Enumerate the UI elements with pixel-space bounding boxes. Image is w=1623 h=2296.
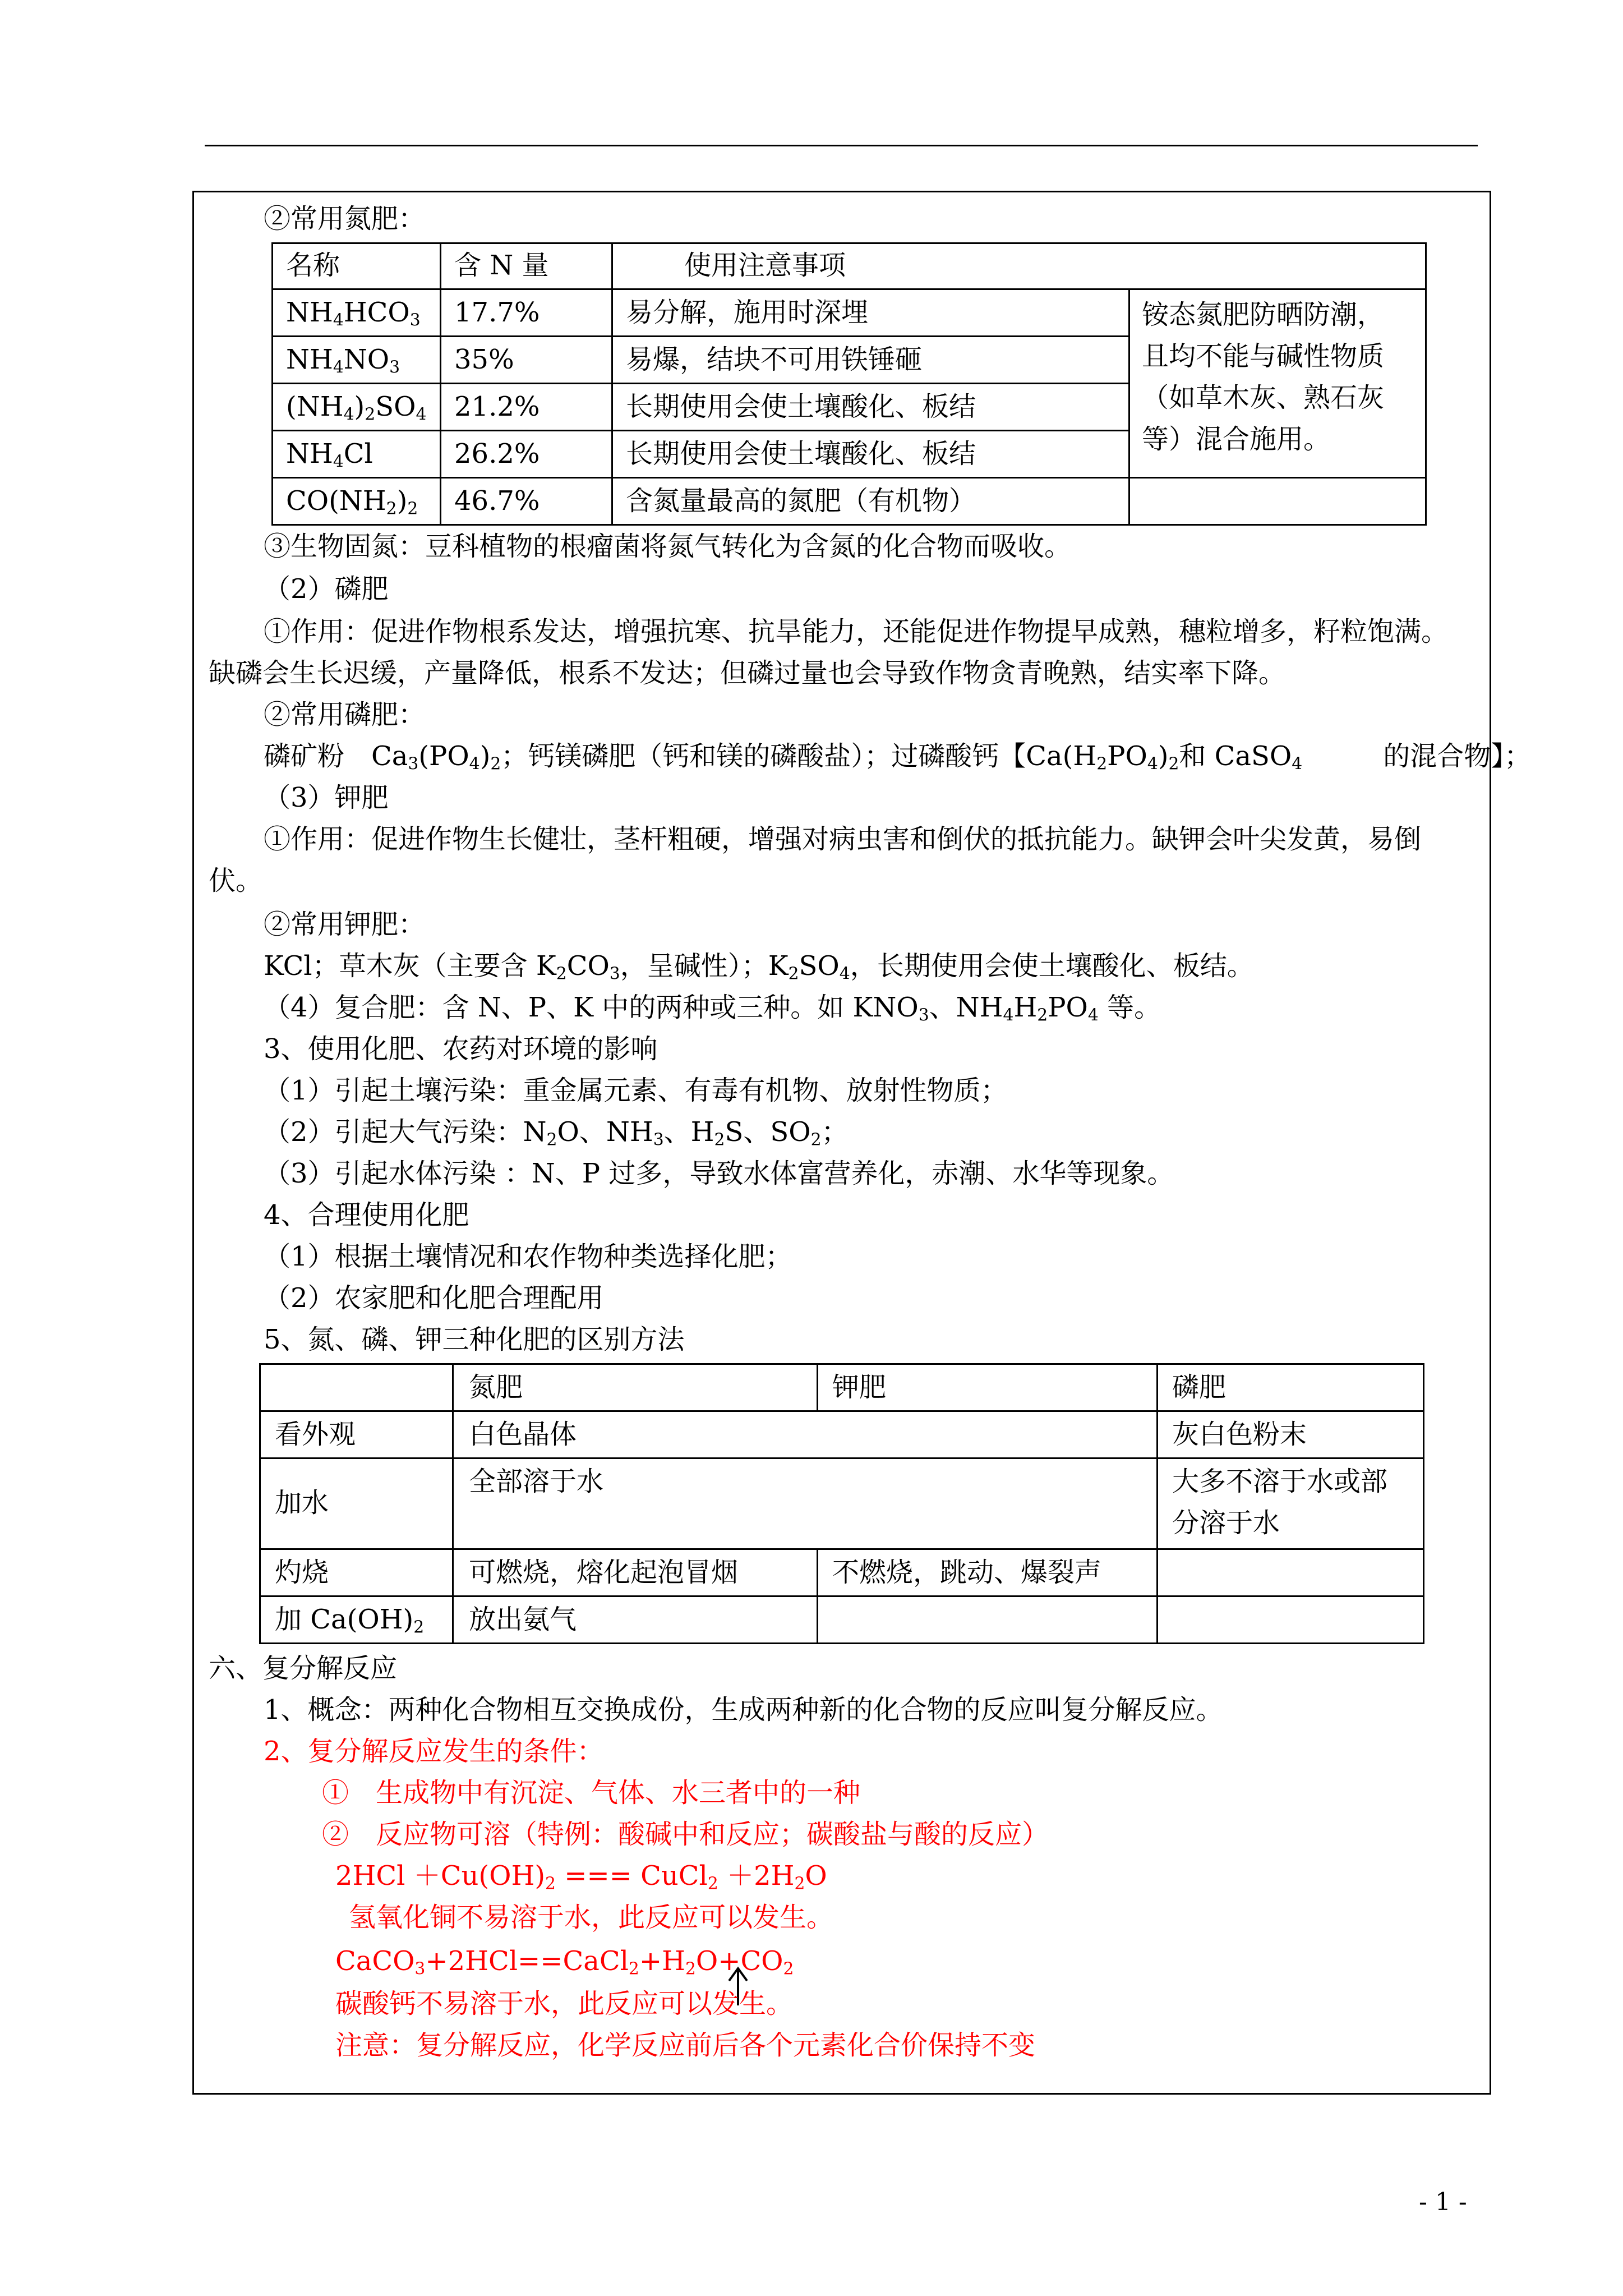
cell-nitrogen: 白色晶体 bbox=[469, 1419, 577, 1450]
cell-phosphorus: 大多不溶于水或部 bbox=[1172, 1466, 1388, 1497]
equation-1: $2HCl +Cu(OH)_2$ === CuCl$_2$ $+2H_2O$ bbox=[335, 1860, 827, 1894]
section-six-title: 六、复分解反应 bbox=[209, 1653, 398, 1684]
col-header-name: 名称 bbox=[286, 250, 340, 281]
bio-fixation: ③生物固氮：豆科植物的根瘤菌将氮气转化为含氮的化合物而吸收。 bbox=[264, 531, 1072, 562]
phosphorus-list: 磷矿粉 $Ca_3(PO_4)_2$；钙镁磷肥（钙和镁的磷酸盐）；过磷酸钙【$Ca(H_2PO_4)_2$和 CaSO$_4$ 的混合物】； bbox=[264, 740, 1532, 774]
table-row-n: 17.7% bbox=[454, 297, 540, 328]
potassium-common: ②常用钾肥： bbox=[264, 909, 426, 940]
cell-phosphorus: 灰白色粉末 bbox=[1172, 1419, 1307, 1450]
table-row-name: $CO(NH_2)_2$ bbox=[286, 485, 418, 519]
table-row-name: $NH_4NO_3$ bbox=[286, 344, 400, 378]
table-row-note: 长期使用会使土壤酸化、板结 bbox=[626, 391, 976, 422]
merged-note-line: 且均不能与碱性物质 bbox=[1142, 341, 1385, 372]
rational-item: （2）农家肥和化肥合理配用 bbox=[264, 1282, 604, 1314]
phosphorus-common: ②常用磷肥： bbox=[264, 699, 426, 730]
phosphorus-title: （2）磷肥 bbox=[264, 573, 389, 605]
row-label: 灼烧 bbox=[275, 1557, 329, 1588]
row-label: 加 $Ca(OH)_2$ bbox=[275, 1604, 425, 1637]
table-row-name: $NH_4HCO_3$ bbox=[286, 297, 421, 330]
table-row-name: $NH_4Cl$ bbox=[286, 438, 373, 472]
cell-nitrogen: 全部溶于水 bbox=[469, 1466, 604, 1497]
cell-nitrogen: 放出氨气 bbox=[469, 1604, 577, 1635]
compound-fertilizer: （4）复合肥：含 N、P、K 中的两种或三种。如 $KNO_3$、$NH_4H_2PO_4$ 等。 bbox=[264, 992, 1161, 1025]
col-header-phosphorus: 磷肥 bbox=[1172, 1372, 1227, 1403]
merged-note-line: 铵态氮肥防晒防潮， bbox=[1142, 299, 1385, 330]
table-row-note: 长期使用会使土壤酸化、板结 bbox=[626, 438, 976, 470]
cell-nitrogen: 可燃烧，熔化起泡冒烟 bbox=[469, 1557, 739, 1588]
concept: 1、概念：两种化合物相互交换成份，生成两种新的化合物的反应叫复分解反应。 bbox=[264, 1694, 1223, 1726]
distinguish-title: 5、氮、磷、钾三种化肥的区别方法 bbox=[264, 1324, 685, 1355]
nitrogen-heading: ②常用氮肥： bbox=[264, 203, 426, 234]
table-row-n: 46.7% bbox=[454, 485, 540, 517]
cell-phosphorus: 分溶于水 bbox=[1172, 1507, 1280, 1539]
table-row-n: 21.2% bbox=[454, 391, 540, 422]
rational-item: （1）根据土壤情况和农作物种类选择化肥； bbox=[264, 1241, 792, 1272]
col-header-potassium: 钾肥 bbox=[832, 1372, 887, 1403]
equation-1-note: 氢氧化铜不易溶于水，此反应可以发生。 bbox=[349, 1902, 834, 1933]
environment-item: （3）引起水体污染 ：N、P 过多，导致水体富营养化，赤潮、水华等现象。 bbox=[264, 1158, 1174, 1189]
table-row-note: 含氮量最高的氮肥（有机物） bbox=[626, 485, 976, 517]
attention-note: 注意：复分解反应，化学反应前后各个元素化合价保持不变 bbox=[335, 2030, 1036, 2061]
environment-item: （1）引起土壤污染：重金属元素、有毒有机物、放射性物质； bbox=[264, 1075, 1008, 1106]
condition-2: ② 反应物可溶（特例：酸碱中和反应；碳酸盐与酸的反应） bbox=[322, 1819, 1049, 1850]
page-number: - 1 - bbox=[1419, 2188, 1467, 2216]
equation-2-note: 碳酸钙不易溶于水，此反应可以发生。 bbox=[335, 1988, 794, 2019]
potassium-title: （3）钾肥 bbox=[264, 782, 389, 813]
phosphorus-effect: ①作用：促进作物根系发达，增强抗寒、抗旱能力，还能促进作物提早成熟，穗粒增多，籽粒饱满。 bbox=[264, 616, 1449, 647]
merged-note-line: （如草木灰、熟石灰 bbox=[1142, 382, 1385, 413]
table-row-name: $(NH_4)_2SO_4$ bbox=[286, 391, 427, 425]
condition-1: ① 生成物中有沉淀、气体、水三者中的一种 bbox=[322, 1777, 861, 1809]
row-label: 看外观 bbox=[275, 1419, 356, 1450]
header-rule bbox=[205, 145, 1478, 146]
potassium-list: KCl；草木灰（主要含 $K_2CO_3$，呈碱性）；$K_2SO_4$，长期使用会使土壤酸化、板结。 bbox=[264, 950, 1254, 984]
row-label: 加水 bbox=[275, 1487, 329, 1519]
environment-title: 3、使用化肥、农药对环境的影响 bbox=[264, 1033, 658, 1065]
cell-potassium: 不燃烧，跳动、爆裂声 bbox=[832, 1557, 1102, 1588]
table-row-note: 易爆，结块不可用铁锤砸 bbox=[626, 344, 923, 375]
environment-item: （2）引起大气污染：$N_2O$、$NH_3$、$H_2S$、$SO_2$； bbox=[264, 1116, 849, 1150]
col-header-n-content: 含 N 量 bbox=[454, 250, 549, 281]
phosphorus-effect-cont: 缺磷会生长迟缓，产量降低，根系不发达；但磷过量也会导致作物贪青晚熟，结实率下降。 bbox=[209, 657, 1286, 689]
equation-2: $CaCO_3+2HCl==CaCl_2+H_2O+CO_2$ bbox=[335, 1945, 794, 1979]
potassium-effect: ①作用：促进作物生长健壮，茎杆粗硬，增强对病虫害和倒伏的抵抗能力。缺钾会叶尖发黄，易倒 bbox=[264, 823, 1422, 855]
table-row-n: 35% bbox=[454, 344, 514, 375]
conditions-title: 2、复分解反应发生的条件： bbox=[264, 1736, 604, 1767]
col-header-notes: 使用注意事项 bbox=[684, 250, 846, 281]
table-row-n: 26.2% bbox=[454, 438, 540, 470]
merged-note-line: 等）混合施用。 bbox=[1142, 424, 1331, 455]
table-row-note: 易分解，施用时深埋 bbox=[626, 297, 869, 328]
potassium-effect-cont: 伏。 bbox=[209, 865, 263, 896]
col-header-nitrogen: 氮肥 bbox=[469, 1372, 523, 1403]
rational-title: 4、合理使用化肥 bbox=[264, 1199, 469, 1231]
